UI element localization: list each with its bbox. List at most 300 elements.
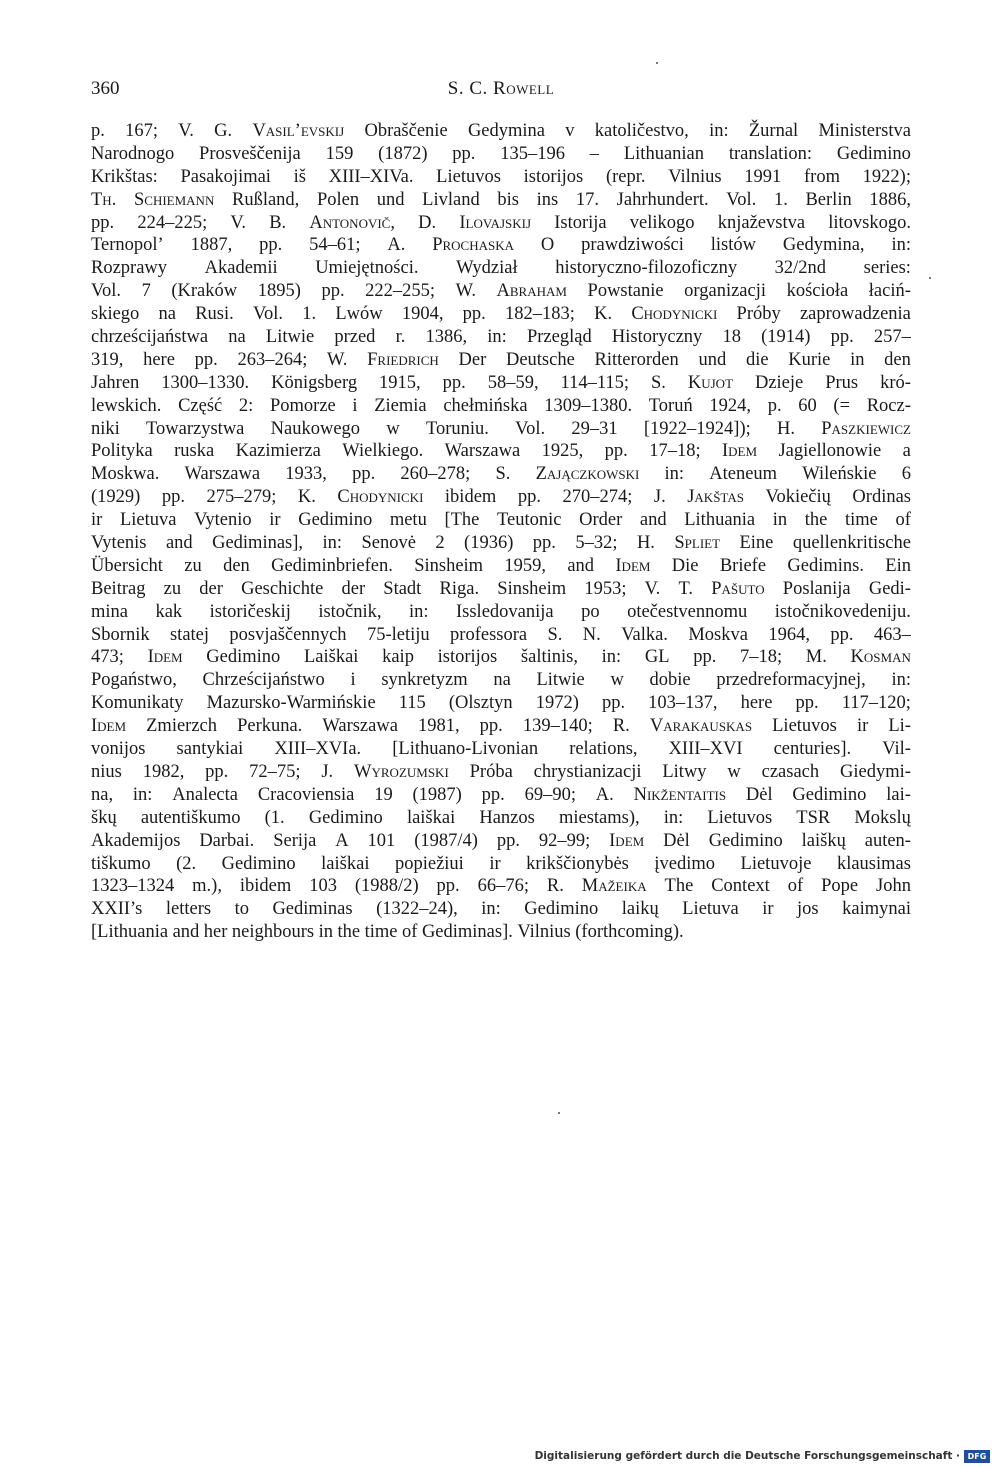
text-word: Mokslų (854, 807, 911, 828)
text-word: Kazimierza (235, 441, 321, 462)
text-line (91, 257, 911, 280)
text-word: Gediminas], (212, 533, 304, 554)
text-word: 1953; (584, 578, 627, 599)
text-word: zu (163, 578, 182, 599)
text-word: ibidem (239, 876, 292, 897)
text-word: Idem (609, 830, 645, 851)
text-word: 1915, (379, 372, 421, 393)
text-word: ir (856, 716, 869, 737)
text-word: miestams), (558, 807, 640, 828)
text-line (91, 280, 911, 303)
text-word: den (223, 555, 250, 576)
text-word: in: (709, 121, 729, 141)
text-word: Wydział (456, 258, 518, 279)
text-word: the (804, 510, 828, 531)
text-word: Komunikaty (91, 693, 184, 714)
text-word: N. (582, 624, 601, 645)
text-word: przed (334, 327, 376, 348)
text-word: (1. (264, 807, 285, 828)
text-word: Geschichte (241, 578, 324, 599)
text-word: und (698, 349, 727, 370)
text-line (91, 212, 911, 235)
text-word: Valka. (621, 624, 668, 645)
text-word: 5–32; (575, 533, 618, 554)
text-word: A (335, 830, 349, 851)
text-line (91, 601, 911, 624)
text-word: w (386, 418, 400, 439)
text-word: and (172, 922, 200, 943)
text-word: Warszawa (322, 716, 398, 737)
text-word: die (745, 349, 769, 370)
text-word: B. (269, 212, 287, 233)
text-word: R. (612, 716, 630, 737)
text-word: pp. (352, 464, 376, 485)
text-word: Lietuva (119, 510, 177, 531)
footer-credit-text: Digitalisierung gefördert durch die Deutsche Forschungsgemeinschaft · (534, 1450, 960, 1462)
text-word: Paszkiewicz (821, 418, 911, 439)
text-word: G. (214, 121, 233, 141)
text-word: The (664, 876, 694, 897)
text-word: 263–264; (237, 349, 308, 370)
text-word: pp. (436, 876, 460, 897)
text-word: time (364, 922, 398, 943)
text-word: Vasil’evskij (252, 121, 345, 141)
text-word: Vilnius (668, 166, 722, 187)
text-line (91, 830, 911, 853)
text-word: Ateneum (709, 464, 778, 485)
text-line (91, 784, 911, 807)
text-word: Antonovič, (309, 212, 395, 233)
text-word: and (639, 510, 667, 531)
text-line (91, 738, 911, 761)
text-word: 270–274; (562, 487, 633, 508)
text-word: Jahren (91, 372, 140, 393)
text-word: 135–196 (500, 143, 565, 164)
text-word: 1887, (190, 235, 233, 256)
text-word: pp. (517, 487, 541, 508)
text-word: Gedymina (467, 121, 545, 141)
text-word: ir (762, 899, 774, 920)
text-word: XIII–XVIa. (274, 739, 362, 760)
scan-speck (929, 277, 931, 279)
text-word: 92–99; (538, 830, 591, 851)
text-line (91, 418, 911, 441)
text-word: Analecta (172, 784, 238, 805)
text-word: 18 (722, 327, 741, 348)
text-word: (= (833, 395, 851, 416)
text-word: pp. (462, 304, 486, 325)
text-word: Gediminbriefen. (271, 555, 393, 576)
text-word: ir (489, 853, 501, 874)
text-word: Zmierzch (146, 716, 217, 737)
text-word: Kujot (687, 372, 734, 393)
text-word: [1922–1924]); (643, 418, 751, 439)
text-word: Königsberg (271, 372, 358, 393)
text-word: Gedimino (792, 784, 867, 805)
text-word: in: (132, 784, 153, 805)
text-word: šaltinis, (520, 647, 578, 668)
text-word: Lietuva (682, 899, 739, 920)
text-word: Naukowego (270, 418, 361, 439)
text-word: 1981, (417, 716, 460, 737)
text-word: (1936) (464, 533, 514, 554)
text-word: XIII–XVI (668, 739, 743, 760)
text-word: Gedimino (836, 143, 911, 164)
text-word: 2: (238, 395, 254, 416)
text-word: (1929) (91, 487, 141, 508)
text-word: pp. (442, 372, 466, 393)
text-word: Gediminas]. (421, 922, 513, 943)
text-word: laiškai (406, 807, 456, 828)
text-word: Ministerstva (818, 121, 911, 141)
text-word: p. (767, 395, 782, 416)
text-word: Warszawa (444, 441, 521, 462)
text-word: Sbornik (91, 624, 150, 645)
text-word: Pogaństwo, (91, 670, 177, 691)
text-word: der (341, 578, 366, 599)
text-word: ins (536, 189, 559, 210)
text-word: V. (230, 212, 246, 233)
text-word: W. (455, 281, 476, 302)
text-word: Schiemann (133, 189, 215, 210)
text-word: otečestvennomu (627, 601, 748, 622)
text-word: M. (805, 647, 827, 668)
text-line (91, 120, 911, 143)
text-word: Idem (147, 647, 183, 668)
text-word: Vol. (726, 189, 757, 210)
text-word: V. (644, 578, 661, 599)
text-line (91, 509, 911, 532)
text-word: lai- (886, 784, 911, 805)
text-word: Dzieje (754, 372, 804, 393)
text-word: und (376, 189, 405, 210)
text-word: historyczno-filozoficzny (555, 258, 738, 279)
text-word: pp. (496, 830, 520, 851)
text-word: istorijos (437, 647, 498, 668)
text-line (91, 326, 911, 349)
text-word: Istorija (554, 212, 607, 233)
text-word: A. (595, 784, 614, 805)
text-word: here (740, 693, 773, 714)
text-word: 1972) (535, 693, 579, 714)
text-word: Eine (739, 533, 774, 554)
text-word: iš (293, 166, 306, 187)
text-word: pp. (830, 327, 854, 348)
text-word: professora (450, 624, 528, 645)
text-word: organizacji (684, 281, 766, 302)
text-word: Próby (736, 304, 781, 325)
text-word: pp. (452, 143, 476, 164)
text-line (91, 303, 911, 326)
text-word: Vilnius (517, 922, 571, 943)
text-word: in (850, 349, 865, 370)
text-word: kaip (382, 647, 414, 668)
text-word: r. (395, 327, 406, 348)
text-word: škų (91, 807, 117, 828)
text-word: XIII–XIVa. (328, 166, 414, 187)
text-word: S. (495, 464, 511, 485)
text-word: Lithuania (684, 510, 756, 531)
text-word: 19 (374, 784, 393, 805)
text-word: S. (547, 624, 563, 645)
text-word: pp. (161, 487, 185, 508)
text-word: Chodynicki (631, 304, 718, 325)
text-word: įvedimo (654, 853, 716, 874)
text-word: Pomorze (269, 395, 336, 416)
text-word: (1914) (761, 327, 811, 348)
text-word: in: (601, 647, 622, 668)
scan-speck (558, 1112, 560, 1114)
text-word: chełmińska (443, 395, 528, 416)
text-word: Poslanija (782, 578, 851, 599)
text-word: statej (169, 624, 210, 645)
text-word: Umiejętności. (315, 258, 419, 279)
text-word: 6 (901, 464, 911, 485)
text-word: (repr. (605, 166, 646, 187)
text-word: 139–140; (522, 716, 593, 737)
text-word: 115 (398, 693, 426, 714)
text-word: Rocz- (866, 395, 911, 416)
text-line (91, 395, 911, 418)
text-word: Powstanie (587, 281, 664, 302)
text-word: czasach (761, 761, 820, 782)
text-word: Varakauskas (649, 716, 753, 737)
text-word: skiego (91, 304, 140, 325)
text-word: neighbours (231, 922, 315, 943)
text-word: pp. (321, 281, 345, 302)
text-word: Idem (91, 716, 127, 737)
text-word: 60 (798, 395, 817, 416)
text-word: Lwów (335, 304, 383, 325)
text-line (91, 349, 911, 372)
text-word: 1959, (504, 555, 547, 576)
text-word: Vol. (253, 304, 283, 325)
text-word: Akademijos (91, 830, 181, 851)
text-word: Jagiellonowie (778, 441, 882, 462)
text-word: 1895) (257, 281, 301, 302)
scan-speck (656, 62, 658, 64)
text-word: litovskogo. (828, 212, 911, 233)
text-word: Lietuvos (772, 716, 837, 737)
text-word: Senovė (361, 533, 416, 554)
text-word: 222–255; (365, 281, 436, 302)
text-word: Chodynicki (337, 487, 424, 508)
text-word: Polen (316, 189, 360, 210)
text-word: velikogo (629, 212, 695, 233)
text-word: J. (321, 761, 334, 782)
text-word: 1386, (425, 327, 468, 348)
text-word: the (337, 922, 361, 943)
text-word: zu (184, 555, 202, 576)
text-word: (1987) (412, 784, 462, 805)
text-line (91, 234, 911, 257)
text-word: 103 (309, 876, 337, 897)
text-word: m.), (192, 876, 222, 897)
text-word: Toruniu. (425, 418, 489, 439)
text-word: Część (178, 395, 223, 416)
text-word: 54–61; (309, 235, 361, 256)
text-word: O (540, 235, 555, 256)
text-word: (2. (176, 853, 197, 874)
text-word: 473; (91, 647, 124, 668)
text-word: translation: (728, 143, 813, 164)
text-word: K. (297, 487, 316, 508)
text-word: in (318, 922, 334, 943)
text-word: Li- (888, 716, 911, 737)
text-word: V. (178, 121, 194, 141)
text-word: Ziemia (374, 395, 427, 416)
text-line (91, 440, 911, 463)
text-word: Ilovajskij (459, 212, 532, 233)
text-word: ruska (174, 441, 215, 462)
text-line (91, 761, 911, 784)
text-word: W. (327, 349, 348, 370)
text-word: 224–225; (137, 212, 208, 233)
text-word: 66–76; (477, 876, 529, 897)
text-word: Lietuvoje (740, 853, 812, 874)
text-word: in: (891, 670, 911, 691)
text-word: 159 (325, 143, 354, 164)
text-word: synkretyzm (381, 670, 468, 691)
text-word: Ein (885, 555, 911, 576)
text-word: Wyrozumski (354, 761, 449, 782)
text-word: 117–120; (841, 693, 911, 714)
text-line (91, 486, 911, 509)
text-word: in: (322, 533, 342, 554)
text-word: Prus (825, 372, 859, 393)
text-word: 275–279; (206, 487, 277, 508)
text-word: A. (387, 235, 406, 256)
text-word: nius (91, 761, 122, 782)
text-word: John (876, 876, 911, 897)
text-word: in: (664, 464, 685, 485)
text-word: 1924, (709, 395, 752, 416)
text-word: of (895, 510, 911, 531)
text-word: Der (458, 349, 487, 370)
text-word: na (228, 327, 246, 348)
text-word: w (727, 761, 741, 782)
text-word: auten- (864, 830, 911, 851)
text-word: pp. (479, 716, 503, 737)
text-word: na, (91, 784, 114, 805)
text-word: pp. (693, 647, 717, 668)
text-line (91, 853, 911, 876)
text-word: 72–75; (249, 761, 301, 782)
text-word: D. (418, 212, 437, 233)
text-word: posvjaščennych (229, 624, 347, 645)
text-line (91, 807, 911, 830)
text-word: Dėl (663, 830, 690, 851)
text-word: (1987/4) (414, 830, 478, 851)
text-word: S. (651, 372, 666, 393)
text-word: Akademii (204, 258, 278, 279)
text-word: Chrześcijaństwo (202, 670, 325, 691)
text-word: Laiškai (303, 647, 359, 668)
text-word: listów (710, 235, 756, 256)
text-word: Cracoviensia (257, 784, 355, 805)
text-word: 32/2nd (774, 258, 827, 279)
dfg-logo-icon: DFG (964, 1450, 990, 1463)
text-word: i (350, 670, 356, 691)
text-word: 182–183; (505, 304, 575, 325)
text-word: ibidem (444, 487, 497, 508)
text-word: Litwie (536, 670, 585, 691)
text-word: GL (644, 647, 670, 668)
text-word: Issledovanija (456, 601, 554, 622)
text-word: Deutsche (505, 349, 575, 370)
text-word: Hanzos (479, 807, 535, 828)
text-word: Krikštas: (91, 166, 158, 187)
text-word: niki (91, 418, 120, 439)
text-word: przedreformacyjnej, (716, 670, 866, 691)
text-word: Polityka (91, 441, 153, 462)
text-word: and (567, 555, 595, 576)
text-word: Kosman (850, 647, 911, 668)
text-line (91, 532, 911, 555)
text-line (91, 875, 911, 898)
text-word: pp. (259, 235, 283, 256)
text-word: 29–31 (571, 418, 618, 439)
text-word: lewskich. (91, 395, 162, 416)
text-word: Ritterorden (594, 349, 679, 370)
text-word: Moskwa. (91, 464, 160, 485)
text-word: Moskva (688, 624, 748, 645)
text-word: Gedimino (524, 899, 599, 920)
bibliography-text-block (91, 120, 911, 944)
text-word: Obraščenie (364, 121, 448, 141)
text-line (91, 189, 911, 212)
text-word: 1964, (768, 624, 810, 645)
text-line (91, 692, 911, 715)
text-word: Pasakojimai (180, 166, 271, 187)
text-word: 1886, (869, 189, 911, 210)
text-word: knjaževstva (717, 212, 806, 233)
text-word: tiškumo (91, 853, 151, 874)
text-word: Lithuanian (623, 143, 705, 164)
text-word: here (143, 349, 175, 370)
text-word: Gedimino (708, 830, 783, 851)
text-word: time (845, 510, 878, 531)
text-word: katoličestvo, (594, 121, 689, 141)
text-word: Vokiečių (765, 487, 831, 508)
text-word: 69–90; (524, 784, 576, 805)
text-word: Nikžentaitis (633, 784, 727, 805)
text-word: 7 (141, 281, 151, 302)
text-word: Prosveščenija (199, 143, 301, 164)
text-word: Gedimino (298, 510, 373, 531)
text-word: Rußland, (231, 189, 300, 210)
text-word: laikų (621, 899, 659, 920)
text-word: 260–278; (400, 464, 471, 485)
text-word: Ordinas (852, 487, 911, 508)
text-word: Gediminas (272, 899, 353, 920)
text-word: w (610, 670, 624, 691)
text-word: (1988/2) (354, 876, 419, 897)
text-word: istorijos (523, 166, 584, 187)
text-word: 7–18; (739, 647, 783, 668)
text-word: series: (863, 258, 911, 279)
text-line (91, 555, 911, 578)
text-word: prawdziwości (581, 235, 684, 256)
text-word: 1323–1324 (91, 876, 175, 897)
page-number: 360 (91, 78, 120, 99)
text-word: Darbai. (199, 830, 255, 851)
text-word: centuries]. (773, 739, 852, 760)
text-word: K. (594, 304, 613, 325)
text-word: Dėl (745, 784, 773, 805)
text-word: vonijos (91, 739, 146, 760)
text-word: Übersicht (91, 555, 163, 576)
